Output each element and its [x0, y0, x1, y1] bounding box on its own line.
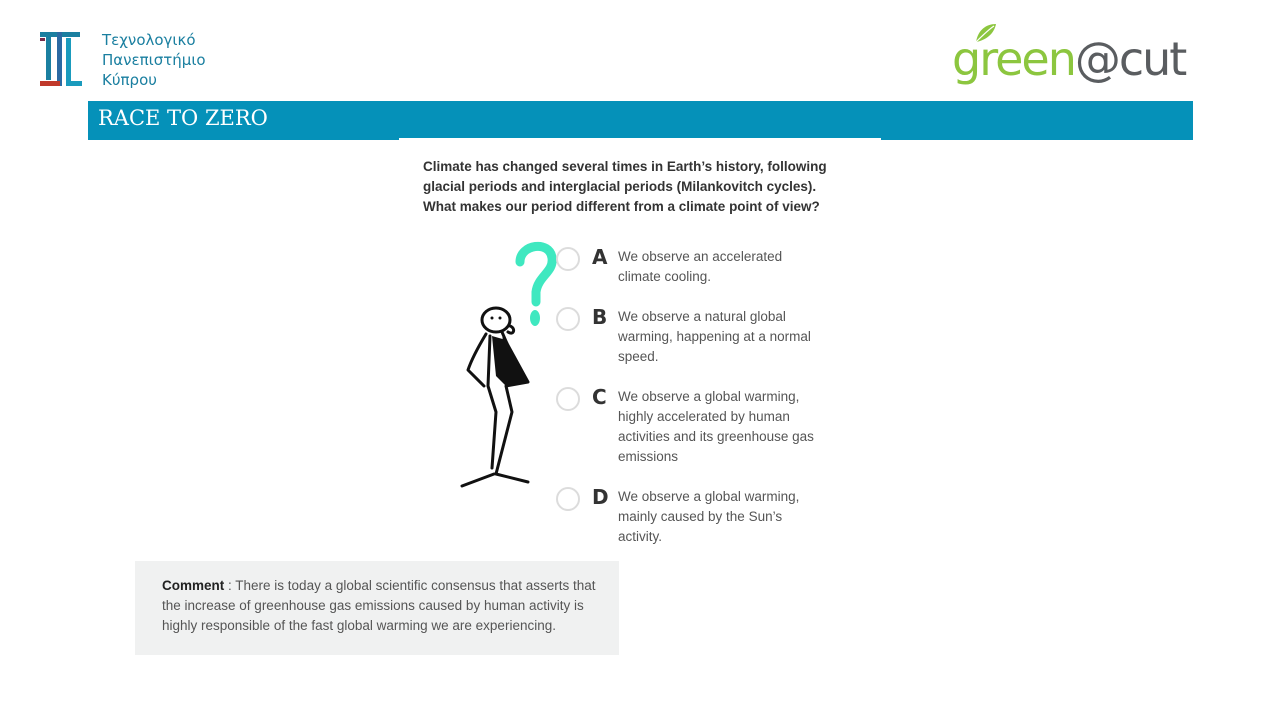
quiz-question: Climate has changed several times in Earth’s history, following glacial periods and interglacial periods (Milankovitch cycles). What makes our period different from a climate point of view?	[423, 159, 827, 214]
comment-body: There is today a global scientific consensus that asserts that the increase of greenhouse gas emissions caused by human activity is highly responsible of the fast global warming we are experiencing.	[162, 578, 596, 633]
radio-button[interactable]	[556, 387, 580, 411]
thinking-person-illustration	[450, 236, 570, 496]
comment-text	[162, 576, 612, 636]
university-name-line: Πανεπιστήμιο	[102, 51, 206, 69]
option-letter: A	[592, 245, 608, 269]
logo-text-green: green	[952, 32, 1075, 86]
comment-separator: :	[224, 578, 236, 593]
university-name-line: Τεχνολογικό	[102, 31, 196, 49]
option-letter: B	[592, 305, 608, 329]
question-mark-icon	[520, 246, 552, 326]
university-logo	[38, 30, 228, 90]
logo-text-at-cut: @cut	[1074, 32, 1186, 86]
green-at-cut-logo	[952, 22, 1186, 90]
option-letter: C	[592, 385, 607, 409]
university-name	[102, 30, 206, 90]
option-letter: D	[592, 485, 609, 509]
comment-box	[135, 561, 619, 655]
comment-label: Comment	[162, 578, 225, 593]
radio-button[interactable]	[556, 307, 580, 331]
radio-button[interactable]	[556, 247, 580, 271]
option-text: We observe a natural global warming, happening at a normal speed.	[618, 309, 811, 364]
option-text: We observe a global warming, highly accelerated by human activities and its greenhouse gas emissions	[618, 389, 814, 464]
radio-button[interactable]	[556, 487, 580, 511]
title-bar-notch	[399, 138, 881, 141]
slide-title: RACE TO ZERO	[98, 106, 268, 130]
option-text: We observe an accelerated climate cooling.	[618, 249, 783, 284]
option-text: We observe a global warming, mainly caused by the Sun’s activity.	[618, 489, 800, 544]
title-bar	[88, 101, 1193, 140]
university-mark-icon	[38, 32, 84, 86]
university-name-line: Κύπρου	[102, 71, 157, 89]
